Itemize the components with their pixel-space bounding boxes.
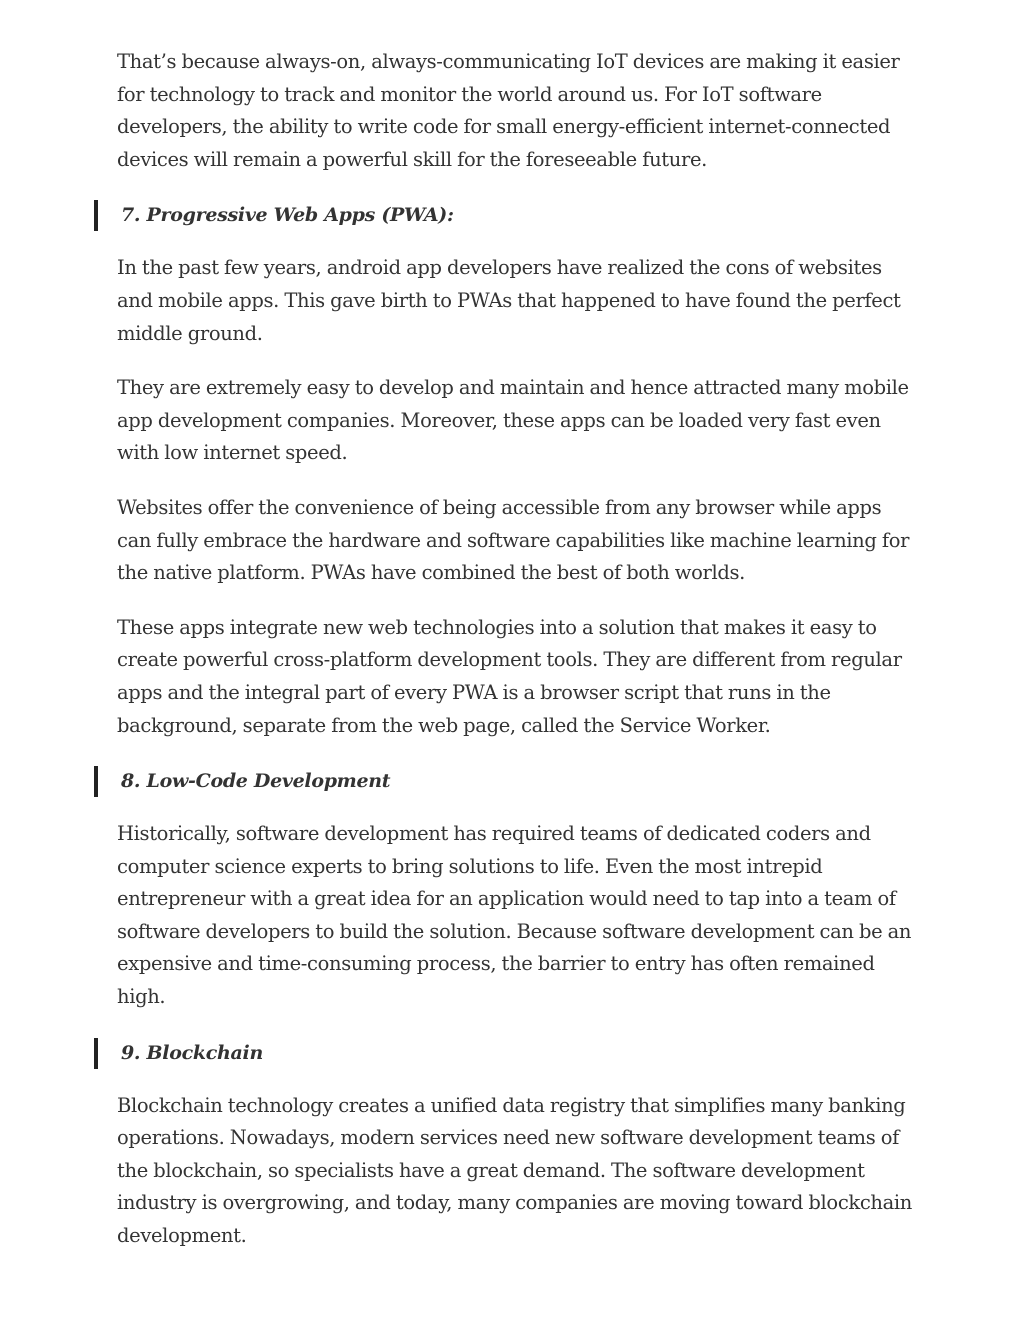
heading-accent-bar	[94, 200, 98, 231]
section-heading-pwa	[117, 198, 917, 230]
body-paragraph: These apps integrate new web technologies into a solution that makes it easy to create powerful cross-platform development tools. They are different from regular apps and the integral part of every PWA is a browser script that runs in the background, separate from the web page, called the Service Worker.	[117, 615, 902, 737]
body-paragraph: In the past few years, android app developers have realized the cons of websites and mobile apps. This gave birth to PWAs that happened to have found the perfect middle ground.	[117, 256, 901, 345]
intro-paragraph: That’s because always-on, always-communicating IoT devices are making it easier for technology to track and monitor the world around us. For IoT software developers, the ability to write code for small energy-efficient internet-connected devices will remain a powerful skill for the foreseeable future.	[117, 50, 900, 171]
section-heading-low-code	[117, 764, 917, 796]
section-title: 8. Low-Code Development	[121, 770, 391, 793]
body-paragraph: Blockchain technology creates a unified data registry that simplifies many banking operations. Nowadays, modern services need new software development teams of the blockchain, so specialists have a great demand. The software development industry is overgrowing, and today, many companies are moving toward blockchain development.	[117, 1093, 913, 1248]
section-heading-blockchain	[117, 1036, 917, 1068]
body-paragraph: Websites offer the convenience of being accessible from any browser while apps can fully embrace the hardware and software capabilities like machine learning for the native platform. PWAs have combined the best of both worlds.	[117, 495, 910, 585]
article-body	[117, 46, 917, 1275]
section-title: 9. Blockchain	[121, 1041, 263, 1064]
section-title: 7. Progressive Web Apps (PWA):	[121, 204, 454, 227]
heading-accent-bar	[94, 766, 98, 797]
body-paragraph: They are extremely easy to develop and maintain and hence attracted many mobile app development companies. Moreover, these apps can be loaded very fast even with low internet speed.	[117, 376, 909, 465]
body-paragraph: Historically, software development has required teams of dedicated coders and computer science experts to bring solutions to life. Even the most intrepid entrepreneur with a great idea for an application would need to tap into a team of software developers to build the solution. Because software development can be an expensive and time-consuming process, the barrier to entry has often remained high.	[117, 822, 912, 1009]
heading-accent-bar	[94, 1038, 98, 1069]
